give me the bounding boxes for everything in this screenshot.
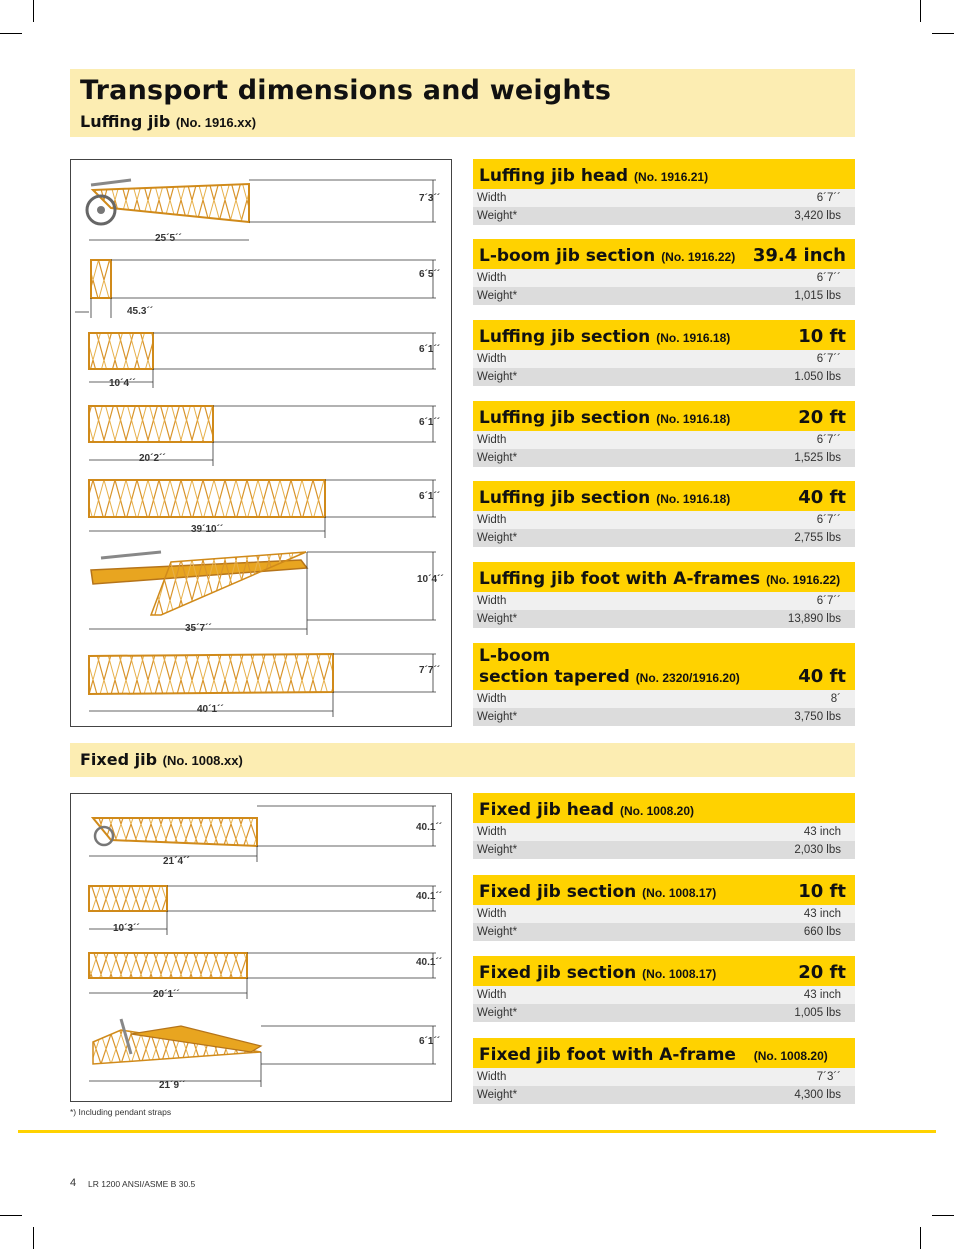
card-header [473,320,855,350]
fixed-jib-head-drawing [89,806,436,862]
row-label: Weight* [477,210,518,222]
row-label: Weight* [477,532,518,544]
row-label: Width [477,595,507,607]
width-row [473,690,855,708]
weight-row [473,287,855,305]
luffing-jib-subtitle [80,112,256,131]
row-value: 660 lbs [803,926,841,938]
card-number: (No. 1008.20) [619,804,695,818]
card-title [479,800,694,820]
card-name: Luffing jib section [479,408,651,428]
weight-row [473,529,855,547]
row-label: Width [477,514,507,526]
crop-mark [920,1227,921,1249]
card-length: 20 ft [798,407,846,428]
card-title [479,246,735,266]
row-label: Weight* [477,1007,518,1019]
card-title [479,963,716,983]
width-row [473,986,855,1004]
weight-row [473,708,855,726]
row-value: 7´3´´ [816,1071,841,1083]
width-row [473,823,855,841]
dim-label: 20´2´´ [139,453,166,464]
row-value: 6´7´´ [816,434,841,446]
card-name: L-boom jib section [479,246,656,266]
row-label: Width [477,1071,507,1083]
card-number: (No. 1916.18) [656,492,731,506]
row-value: 3,420 lbs [794,210,841,222]
card-length: 40 ft [798,666,846,687]
card-name: section tapered [479,667,630,687]
card-number: (No. 2320/1916.20) [635,671,740,685]
dim-label: 7´3´´ [419,193,441,204]
card-number: (No. 1916.22) [766,573,841,587]
width-row [473,1068,855,1086]
luffing-jib-drawing [71,160,451,726]
card-name: Luffing jib head [479,166,629,186]
card-title-line1: L-boom [479,646,551,666]
weight-row [473,207,855,225]
row-label: Weight* [477,371,518,383]
card-title [479,569,840,589]
dim-label: 6´1´´ [419,491,441,502]
card-title [479,1045,828,1065]
card-name: Fixed jib section [479,882,637,902]
card-length: 20 ft [798,962,846,983]
dim-label: 6´5´´ [419,269,441,280]
footer-rule [18,1130,936,1133]
subtitle-text: Fixed jib [80,750,158,769]
row-value: 2,030 lbs [794,844,841,856]
card-fixed-jib-head [473,793,855,859]
card-name: Luffing jib section [479,488,651,508]
jib-head-drawing [87,180,436,240]
page-header [70,69,855,137]
card-length: 40 ft [798,487,846,508]
row-label: Weight* [477,926,518,938]
card-title [479,408,730,428]
weight-row [473,841,855,859]
dim-label: 40.1´´ [416,822,443,833]
fixed-jib-subtitle [80,750,243,769]
card-header [473,562,855,592]
weight-row [473,923,855,941]
row-value: 43 inch [803,908,841,920]
dim-label: 20´1´´ [153,989,180,1000]
row-label: Weight* [477,711,518,723]
dim-label: 10´4´´ [417,574,444,585]
section-10ft-drawing [89,333,436,388]
luffing-jib-diagram [70,159,452,727]
card-number: (No. 1008.17) [642,886,717,900]
jib-foot-drawing [89,552,436,635]
row-label: Weight* [477,613,518,625]
card-number: (No. 1916.18) [656,412,731,426]
row-label: Weight* [477,844,518,856]
row-label: Width [477,272,507,284]
card-number: (No. 1916.18) [656,331,731,345]
weight-row [473,449,855,467]
row-label: Width [477,693,507,705]
fixed-jib-foot-drawing [89,1019,436,1087]
dim-label: 25´5´´ [155,233,182,244]
l-boom-tapered-drawing [89,654,436,717]
card-luffing-jib-section-10ft [473,320,855,386]
dim-label: 35´7´´ [185,623,212,634]
row-value: 1,525 lbs [794,452,841,464]
card-l-boom-section-tapered [473,643,855,726]
width-row [473,592,855,610]
crop-mark [932,1215,954,1216]
row-value: 6´7´´ [816,272,841,284]
row-value: 1,005 lbs [794,1007,841,1019]
row-label: Width [477,434,507,446]
row-value: 1.050 lbs [794,371,841,383]
card-luffing-jib-foot [473,562,855,628]
document-name: LR 1200 ANSI/ASME B 30.5 [88,1179,196,1189]
card-header [473,875,855,905]
card-header [473,159,855,189]
row-value: 6´7´´ [816,353,841,365]
subtitle-number: (No. 1008.xx) [162,753,243,768]
section-40ft-drawing [89,480,436,538]
width-row [473,905,855,923]
row-value: 6´7´´ [816,514,841,526]
card-fixed-jib-foot [473,1038,855,1104]
card-number: (No. 1008.17) [642,967,717,981]
row-value: 2,755 lbs [794,532,841,544]
dim-label: 21´9´´ [159,1080,186,1091]
crop-mark [0,33,22,34]
row-value: 6´7´´ [816,595,841,607]
footnote: *) Including pendant straps [70,1107,172,1117]
dim-label: 10´4´´ [109,378,136,389]
card-length: 10 ft [798,326,846,347]
dim-label: 21´4´´ [163,856,190,867]
card-header [473,239,855,269]
card-luffing-jib-head [473,159,855,225]
row-value: 3,750 lbs [794,711,841,723]
width-row [473,350,855,368]
card-header [473,643,855,690]
card-name: Fixed jib head [479,800,615,820]
card-name: Luffing jib foot with A-frames [479,569,761,589]
row-label: Width [477,908,507,920]
dim-label: 6´1´´ [419,1036,441,1047]
dim-label: 40.1´´ [416,957,443,968]
crop-mark [33,1227,34,1249]
dim-label: 7´7´´ [419,665,441,676]
card-luffing-jib-section-20ft [473,401,855,467]
row-value: 6´7´´ [816,192,841,204]
card-header [473,401,855,431]
row-label: Width [477,353,507,365]
row-value: 43 inch [803,826,841,838]
weight-row [473,368,855,386]
row-label: Weight* [477,290,518,302]
crop-mark [932,33,954,34]
card-length: 39.4 inch [752,245,846,266]
card-header [473,481,855,511]
width-row [473,511,855,529]
width-row [473,431,855,449]
row-value: 43 inch [803,989,841,1001]
row-label: Width [477,989,507,1001]
subtitle-text: Luffing jib [80,112,171,131]
dim-label: 10´3´´ [113,923,140,934]
dim-label: 40´1´´ [197,704,224,715]
card-number: (No. 1008.20) [753,1049,828,1063]
crop-mark [920,0,921,22]
card-title [479,327,730,347]
page-title: Transport dimensions and weights [80,75,612,106]
subtitle-number: (No. 1916.xx) [175,115,257,130]
fixed-jib-drawing [71,794,451,1101]
width-row [473,189,855,207]
card-name: Fixed jib foot with A-frame [479,1045,736,1065]
card-name: Luffing jib section [479,327,651,347]
card-header [473,793,855,823]
row-value: 13,890 lbs [787,613,841,625]
row-label: Width [477,826,507,838]
dim-label: 6´1´´ [419,417,441,428]
card-number: (No. 1916.22) [661,250,736,264]
fixed-section-20ft-drawing [89,953,436,999]
row-label: Width [477,192,507,204]
card-fixed-jib-section-10ft [473,875,855,941]
weight-row [473,610,855,628]
card-luffing-jib-section-40ft [473,481,855,547]
row-value: 1,015 lbs [794,290,841,302]
card-title [479,882,716,902]
row-label: Weight* [477,1089,518,1101]
dim-label: 40.1´´ [416,891,443,902]
row-value: 4,300 lbs [794,1089,841,1101]
weight-row [473,1086,855,1104]
card-title [479,166,708,186]
row-label: Weight* [477,452,518,464]
card-l-boom-jib-section [473,239,855,305]
card-header [473,1038,855,1068]
row-value: 8´ [830,693,841,705]
card-name: Fixed jib section [479,963,637,983]
width-row [473,269,855,287]
card-title [479,667,740,687]
card-number: (No. 1916.21) [634,170,709,184]
crop-mark [33,0,34,22]
card-length: 10 ft [798,881,846,902]
fixed-jib-header [70,743,855,777]
dim-label: 6´1´´ [419,344,441,355]
dim-label: 39´10´´ [191,524,224,535]
dim-label: 45.3´´ [127,306,154,317]
crop-mark [0,1215,22,1216]
weight-row [473,1004,855,1022]
card-header [473,956,855,986]
card-fixed-jib-section-20ft [473,956,855,1022]
fixed-jib-diagram [70,793,452,1102]
page-number: 4 [70,1177,77,1189]
fixed-section-10ft-drawing [89,886,436,935]
card-title [479,488,730,508]
